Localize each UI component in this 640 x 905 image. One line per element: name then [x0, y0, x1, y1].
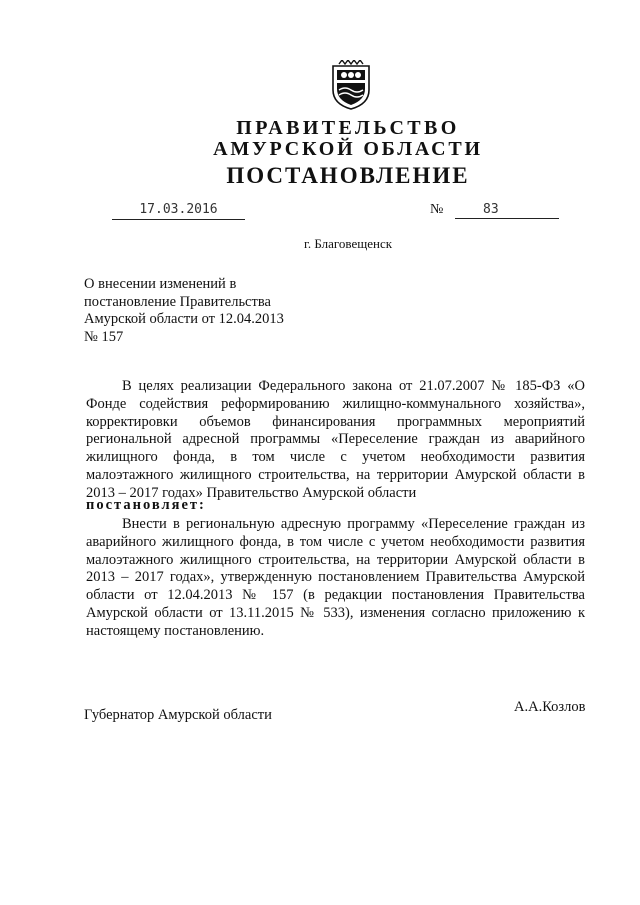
body-paragraph [86, 516, 585, 641]
paragraph-line: Фонде содействия реформированию жилищно-коммунального хозяйства», [86, 395, 585, 412]
signer-name: А.А.Козлов [514, 699, 586, 715]
paragraph-line: Внести в региональную адресную программу «Переселение граждан из [122, 516, 585, 532]
subject-line: О внесении изменений в [84, 276, 237, 292]
government-title: ПРАВИТЕЛЬСТВО [236, 117, 460, 139]
document-date: 17.03.2016 [112, 201, 245, 220]
preamble-paragraph [86, 378, 585, 503]
paragraph-line: настоящему постановлению. [86, 622, 265, 639]
paragraph-line: корректировки объемов финансирования программных мероприятий [86, 413, 585, 430]
paragraph-line: Амурской области от 13.11.2015 № 533), изменения согласно приложению к [86, 604, 585, 621]
government-region: АМУРСКОЙ ОБЛАСТИ [213, 138, 483, 160]
paragraph-line: области от 12.04.2013 № 157 (в редакции постановления Правительства [86, 587, 585, 604]
paragraph-line: малоэтажного жилищного строительства, на территории Амурской области в [86, 551, 585, 568]
paragraph-line: региональной адресной программы «Переселение граждан из аварийного [86, 431, 585, 448]
document-type: ПОСТАНОВЛЕНИЕ [226, 163, 470, 188]
document-subject [84, 276, 344, 346]
paragraph-line: 2013 – 2017 годах» Правительство Амурской области [86, 484, 417, 501]
document-number: 83 [455, 201, 559, 219]
subject-line: № 157 [84, 328, 124, 345]
city: г. Благовещенск [303, 236, 393, 251]
paragraph-line: жилищного фонда, в том числе с учетом необходимости развития [86, 449, 585, 466]
signer-title: Губернатор Амурской области [84, 707, 272, 723]
decree-word: постановляет: [86, 497, 206, 513]
number-sign: № [430, 202, 444, 217]
coat-of-arms-icon [330, 60, 372, 110]
paragraph-line: малоэтажного жилищного строительства, на территории Амурской области в [86, 466, 585, 483]
paragraph-line: В целях реализации Федерального закона от 21.07.2007 № 185-ФЗ «О [122, 378, 585, 394]
paragraph-line: аварийного жилищного фонда, в том числе с учетом необходимости развития [86, 533, 585, 550]
subject-line: Амурской области от 12.04.2013 [84, 311, 284, 327]
subject-line: постановление Правительства [84, 293, 271, 310]
paragraph-line: 2013 – 2017 годах», утвержденную постановлением Правительства Амурской [86, 569, 585, 586]
